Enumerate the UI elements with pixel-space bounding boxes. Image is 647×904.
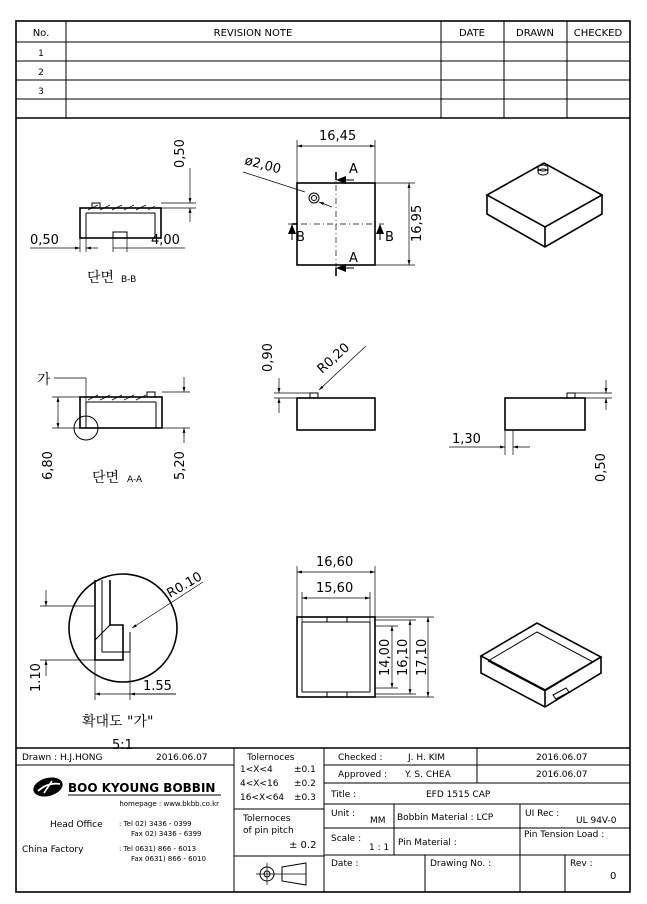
rev-header-no: No. bbox=[32, 28, 50, 39]
pitch-tolerance-value: ± 0.2 bbox=[289, 840, 317, 851]
rev-header-drawn: DRAWN bbox=[516, 28, 554, 39]
cut-a-top: A bbox=[349, 162, 358, 177]
dim-050-left: 0,50 bbox=[30, 233, 59, 248]
dim-050-right: 0,50 bbox=[594, 453, 609, 482]
tolerance-value: ±0.1 bbox=[294, 765, 316, 775]
checked-name: J. H. KIM bbox=[408, 753, 446, 763]
drawing-no-label: Drawing No. : bbox=[430, 859, 492, 869]
front-view bbox=[261, 340, 375, 430]
section-aa-label: 단면 bbox=[92, 470, 120, 486]
company-homepage: homepage : www.bkbb.co.kr bbox=[119, 800, 219, 808]
dim-130: 1,30 bbox=[452, 432, 481, 447]
title-value: EFD 1515 CAP bbox=[426, 790, 491, 800]
approved-date: 2016.06.07 bbox=[536, 770, 588, 780]
rev-label: Rev : bbox=[570, 859, 593, 869]
pin-material: Pin Material : bbox=[398, 838, 457, 848]
company-logo bbox=[31, 774, 65, 799]
head-office-label: Head Office bbox=[50, 820, 103, 830]
tolerance-header: Tolernoces bbox=[247, 753, 295, 763]
dim-520: 5,20 bbox=[173, 451, 188, 480]
dim-050-top: 0,50 bbox=[173, 139, 188, 168]
drawn-by: Drawn : H.J.HONG bbox=[22, 753, 103, 763]
rev-row-no: 2 bbox=[38, 68, 44, 78]
section-aa-view bbox=[37, 371, 190, 486]
detail-title: 확대도 "가" bbox=[82, 714, 154, 730]
bottom-view bbox=[297, 555, 434, 697]
rev-header-note: REVISION NOTE bbox=[213, 28, 293, 39]
cut-b-left: B bbox=[296, 230, 305, 245]
unit-label: Unit : bbox=[331, 809, 356, 819]
pitch-tolerance-label: Tolernoces bbox=[243, 814, 291, 824]
ul-rec-label: UI Rec : bbox=[525, 809, 560, 819]
dim-phi200: ø2,00 bbox=[242, 153, 283, 178]
rev-header-checked: CHECKED bbox=[573, 28, 623, 39]
rev-row-no: 3 bbox=[38, 87, 44, 97]
detail-scale: 5:1 bbox=[112, 738, 133, 753]
dim-1660: 16,60 bbox=[316, 555, 354, 570]
scale-value: 1 : 1 bbox=[369, 843, 390, 853]
date-label: Date : bbox=[331, 859, 359, 869]
tolerance-range: 4<X<16 bbox=[240, 779, 279, 789]
approved-name: Y. S. CHEA bbox=[405, 770, 451, 780]
ul-rec-value: UL 94V-0 bbox=[576, 816, 617, 826]
head-office-fax: Fax 02) 3436 - 6399 bbox=[131, 830, 202, 838]
title-block bbox=[16, 748, 630, 892]
bobbin-material: Bobbin Material : LCP bbox=[397, 813, 494, 823]
dim-r020: R0,20 bbox=[314, 340, 353, 377]
isometric-view-bottom bbox=[481, 623, 601, 707]
side-view bbox=[449, 380, 612, 482]
section-bb-label: 단면 bbox=[87, 270, 115, 286]
china-factory-tel: : Tel 0631) 866 - 6013 bbox=[119, 845, 197, 853]
isometric-view-top bbox=[487, 163, 602, 247]
rev-row-no: 1 bbox=[38, 49, 44, 59]
section-bb-view bbox=[30, 139, 196, 286]
dim-1645: 16,45 bbox=[319, 129, 357, 144]
rev-value: 0 bbox=[610, 871, 617, 882]
drawn-date: 2016.06.07 bbox=[156, 753, 208, 763]
dim-1400: 14,00 bbox=[378, 638, 393, 676]
label-ga: 가 bbox=[37, 372, 51, 388]
section-bb-tag: B-B bbox=[121, 275, 137, 285]
rev-header-date: DATE bbox=[458, 28, 486, 39]
tolerance-value: ±0.3 bbox=[294, 793, 316, 803]
pin-tension-load: Pin Tension Load : bbox=[524, 830, 605, 840]
pitch-tolerance-label: of pin pitch bbox=[243, 826, 294, 836]
dim-1710: 17,10 bbox=[415, 638, 430, 676]
dim-1610: 16,10 bbox=[396, 638, 411, 676]
cut-b-right: B bbox=[385, 230, 394, 245]
section-aa-tag: A-A bbox=[127, 475, 143, 485]
dim-680: 6,80 bbox=[41, 451, 56, 480]
dim-1560: 15,60 bbox=[316, 581, 354, 596]
checked-label: Checked : bbox=[338, 753, 383, 763]
dim-400: 4,00 bbox=[151, 233, 180, 248]
title-label: Title : bbox=[331, 790, 357, 800]
head-office-tel: : Tel 02) 3436 - 0399 bbox=[119, 820, 192, 828]
dim-r010: R0.10 bbox=[164, 569, 205, 602]
company-name: BOO KYOUNG BOBBIN bbox=[68, 781, 216, 795]
china-factory-fax: Fax 0631) 866 - 6010 bbox=[131, 855, 206, 863]
checked-date: 2016.06.07 bbox=[536, 753, 588, 763]
dim-110: 1.10 bbox=[29, 663, 44, 692]
tolerance-value: ±0.2 bbox=[294, 779, 316, 789]
projection-symbol-icon bbox=[256, 863, 306, 885]
dim-155: 1.55 bbox=[143, 679, 172, 694]
scale-label: Scale : bbox=[331, 834, 362, 844]
china-factory-label: China Factory bbox=[22, 845, 84, 855]
dim-090: 0,90 bbox=[261, 343, 276, 372]
revision-table bbox=[16, 21, 630, 118]
cut-a-bottom: A bbox=[349, 251, 358, 266]
detail-ga-view bbox=[29, 569, 205, 753]
top-view bbox=[243, 129, 425, 276]
unit-value: MM bbox=[370, 816, 386, 826]
dim-1695: 16,95 bbox=[410, 204, 425, 242]
approved-label: Approved : bbox=[338, 770, 388, 780]
tolerance-range: 16<X<64 bbox=[240, 793, 285, 803]
tolerance-range: 1<X<4 bbox=[240, 765, 273, 775]
